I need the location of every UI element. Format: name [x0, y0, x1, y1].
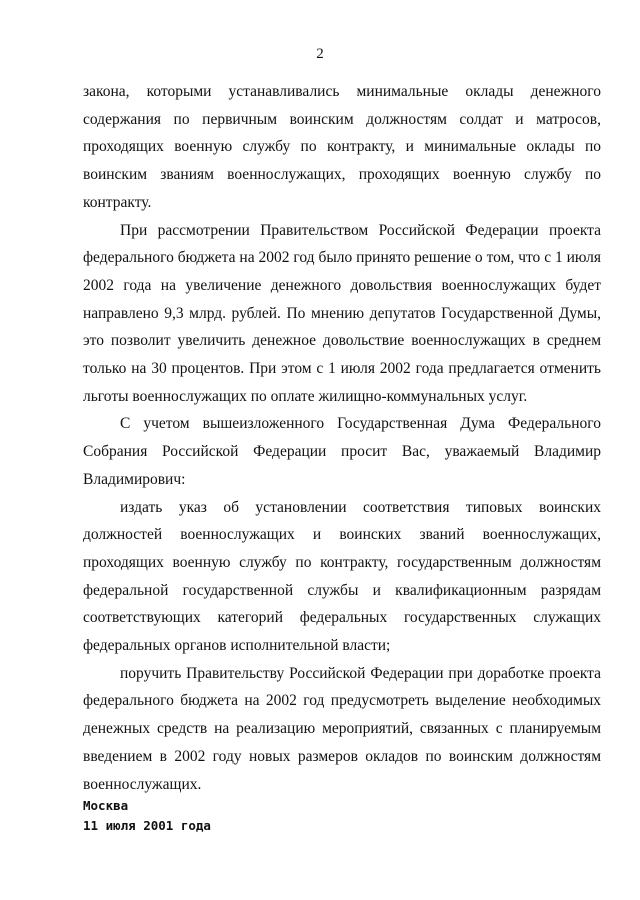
document-body — [83, 78, 601, 798]
paragraph-request: С учетом вышеизложенного Государственная Дума Федерального Собрания Российской Федерации просит Вас, уважаемый Владимир Владимирович: — [83, 415, 601, 488]
signature-block — [83, 796, 211, 836]
paragraph-decree: издать указ об установлении соответствия типовых воинских должностей военнослужащих и воинских званий военнослужащих, проходящих военную службу по контракту, государственным должностям федеральной государственной службы и квалификационным разрядам соответствующих категорий федеральных государственных служащих федеральных органов исполнительной власти; — [83, 498, 601, 655]
paragraph-instruction: поручить Правительству Российской Федерации при доработке проекта федерального бюджета на 2002 год предусмотреть выделение необходимых денежных средств на реализацию мероприятий, связанных с планируемым введением в 2002 году новых размеров окладов по воинским должностям военнослужащих. — [83, 664, 601, 793]
paragraph-budget: При рассмотрении Правительством Российской Федерации проекта федерального бюджета на 2002 год было принято решение о том, что с 1 июля 2002 года на увеличение денежного довольствия военнослужащих будет направлено 9,3 млрд. рублей. По мнению депутатов Государственной Думы, это позволит увеличить денежное довольствие военнослужащих в среднем только на 30 процентов. При этом с 1 июля 2002 года предлагается отменить льготы военнослужащих по оплате жилищно-коммунальных услуг. — [83, 221, 601, 405]
page-number: 2 — [316, 46, 324, 62]
signature-date: 11 июля 2001 года — [83, 818, 211, 833]
paragraph-continuation: закона, которыми устанавливались минимальные оклады денежного содержания по первичным воинским должностям солдат и матросов, проходящих военную службу по контракту, и минимальные оклады по воинским званиям военнослужащих, проходящих военную службу по контракту. — [83, 83, 601, 211]
signature-place: Москва — [83, 798, 129, 813]
